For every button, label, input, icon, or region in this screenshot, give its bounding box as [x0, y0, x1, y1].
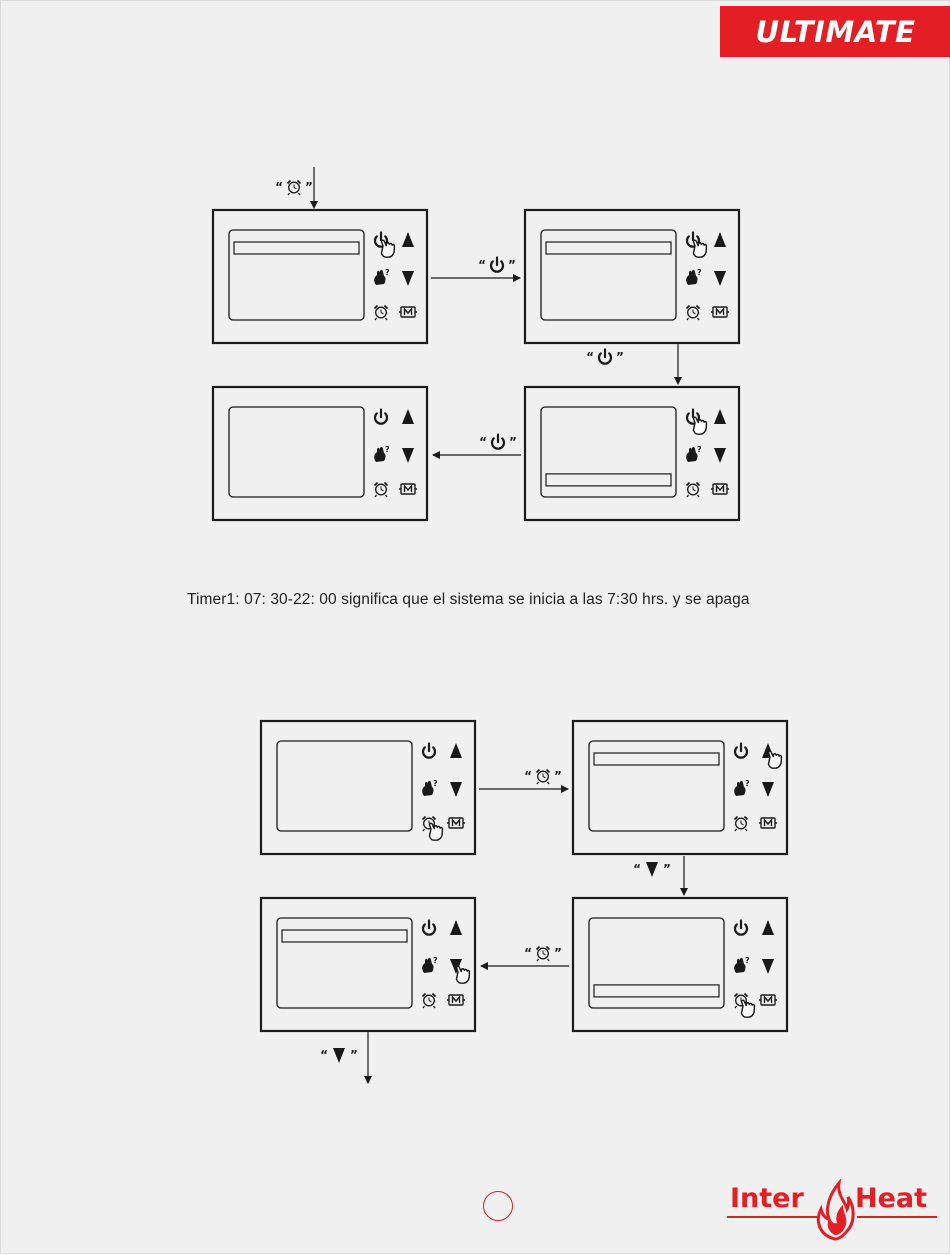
menu-m-icon — [759, 995, 777, 1005]
hand-flame-icon — [686, 268, 702, 285]
alarm-clock-icon — [288, 181, 301, 196]
hand-flame-icon — [374, 268, 390, 285]
pointing-hand-icon — [693, 417, 706, 434]
hand-flame-icon — [422, 779, 438, 796]
alarm-clock-icon — [537, 770, 550, 785]
interheat-logo — [725, 1179, 939, 1243]
menu-m-icon — [711, 484, 729, 494]
lcd-highlight-row — [546, 242, 671, 254]
hand-flame-icon — [734, 956, 750, 973]
power-icon — [599, 350, 611, 364]
pointing-hand-icon — [381, 240, 394, 257]
key-label-p1-p2 — [478, 258, 516, 273]
arrow-up-icon — [762, 743, 781, 768]
alarm-clock-icon — [375, 306, 388, 321]
arrow-down-icon — [714, 271, 726, 286]
svg-text:“: “ — [320, 1048, 328, 1062]
power-icon — [491, 258, 503, 272]
lcd-highlight-row — [282, 930, 407, 942]
alarm-clock-icon — [375, 483, 388, 498]
svg-text:“: “ — [633, 862, 641, 876]
arrow-up-icon — [402, 232, 414, 247]
lcd-screen — [589, 741, 724, 831]
lcd-screen — [277, 741, 412, 831]
power-icon — [423, 744, 435, 758]
svg-text:”: ” — [305, 180, 313, 194]
logo-word-heat: Heat — [855, 1183, 928, 1214]
lcd-highlight-row — [594, 753, 719, 765]
menu-m-icon — [399, 484, 417, 494]
menu-m-icon — [447, 995, 465, 1005]
arrow-up-icon — [450, 920, 462, 935]
power-icon — [687, 233, 706, 258]
svg-text:“: “ — [275, 180, 283, 194]
svg-text:”: ” — [508, 258, 516, 272]
svg-text:?: ? — [433, 956, 438, 965]
key-label-p2-p4 — [586, 350, 624, 365]
svg-text:“: “ — [478, 258, 486, 272]
arrow-down-icon — [450, 959, 469, 983]
controller-panel-p1 — [213, 210, 427, 343]
arrow-up-icon — [714, 409, 726, 424]
menu-m-icon — [711, 307, 729, 317]
svg-text:”: ” — [554, 946, 562, 960]
alarm-clock-icon — [537, 947, 550, 962]
controller-panel-p3 — [213, 387, 427, 520]
menu-m-icon — [399, 307, 417, 317]
alarm-clock-icon — [423, 994, 436, 1009]
svg-text:“: “ — [586, 350, 594, 364]
pointing-hand-icon — [429, 823, 442, 840]
power-icon — [375, 410, 387, 424]
pointing-hand-icon — [741, 1000, 754, 1017]
key-label-p4-p3 — [479, 435, 517, 450]
hand-flame-icon — [734, 779, 750, 796]
key-label-q2-q4 — [633, 862, 671, 877]
arrow-up-icon — [714, 232, 726, 247]
lcd-screen — [589, 918, 724, 1008]
lcd-screen — [277, 918, 412, 1008]
power-icon — [687, 410, 706, 435]
arrow-down-icon — [762, 782, 774, 797]
controller-panel-p2 — [525, 210, 739, 343]
svg-text:?: ? — [697, 268, 702, 277]
svg-text:?: ? — [385, 445, 390, 454]
key-label-q1-q2 — [524, 769, 562, 784]
arrow-down-icon — [762, 959, 774, 974]
key-label-q4-q3 — [524, 946, 562, 961]
alarm-clock-icon — [735, 817, 748, 832]
timer-caption: Timer1: 07: 30-22: 00 significa que el sistema se inicia a las 7:30 hrs. y se apaga — [187, 591, 750, 608]
alarm-clock-icon — [687, 306, 700, 321]
svg-text:“: “ — [479, 435, 487, 449]
logo-word-inter: Inter — [730, 1183, 804, 1214]
arrow-down-icon — [646, 862, 658, 877]
lcd-screen — [541, 407, 676, 497]
lcd-highlight-row — [234, 242, 359, 254]
controller-panel-q3 — [261, 898, 475, 1031]
power-icon — [735, 744, 747, 758]
power-icon — [375, 233, 394, 258]
arrow-up-icon — [450, 743, 462, 758]
svg-text:?: ? — [745, 956, 750, 965]
menu-m-icon — [759, 818, 777, 828]
lcd-highlight-row — [546, 474, 671, 486]
svg-text:”: ” — [616, 350, 624, 364]
entry-key-label — [275, 180, 313, 195]
svg-text:“: “ — [524, 946, 532, 960]
svg-text:”: ” — [663, 862, 671, 876]
alarm-clock-icon — [423, 817, 443, 841]
svg-text:“: “ — [524, 769, 532, 783]
lcd-screen — [541, 230, 676, 320]
menu-m-icon — [447, 818, 465, 828]
arrow-up-icon — [402, 409, 414, 424]
logo-rule-right — [857, 1216, 937, 1218]
brand-tab: ULTIMATE — [720, 6, 950, 57]
arrow-down-icon — [450, 782, 462, 797]
logo-rule-left — [727, 1216, 819, 1218]
power-icon — [492, 435, 504, 449]
controller-panel-q4 — [573, 898, 787, 1031]
power-icon — [735, 921, 747, 935]
svg-text:”: ” — [350, 1048, 358, 1062]
hand-flame-icon — [422, 956, 438, 973]
svg-text:?: ? — [385, 268, 390, 277]
lcd-highlight-row — [594, 985, 719, 997]
power-icon — [423, 921, 435, 935]
arrow-down-icon — [333, 1048, 345, 1063]
alarm-clock-icon — [687, 483, 700, 498]
exit-key-label — [320, 1048, 358, 1063]
alarm-clock-icon — [735, 994, 755, 1018]
hand-flame-icon — [374, 445, 390, 462]
hand-flame-icon — [686, 445, 702, 462]
pointing-hand-icon — [456, 966, 469, 983]
arrow-down-icon — [402, 448, 414, 463]
flow-diagram — [1, 1, 950, 1255]
arrow-down-icon — [714, 448, 726, 463]
controller-panel-q1 — [261, 721, 475, 854]
controller-panel-p4 — [525, 387, 739, 520]
lcd-screen — [229, 230, 364, 320]
svg-text:?: ? — [745, 779, 750, 788]
pointing-hand-icon — [693, 240, 706, 257]
svg-text:”: ” — [554, 769, 562, 783]
arrow-down-icon — [402, 271, 414, 286]
svg-text:”: ” — [509, 435, 517, 449]
flame-icon — [813, 1179, 857, 1241]
arrow-up-icon — [762, 920, 774, 935]
lcd-screen — [229, 407, 364, 497]
controller-panel-q2 — [573, 721, 787, 854]
svg-text:?: ? — [433, 779, 438, 788]
pointing-hand-icon — [768, 751, 781, 768]
svg-text:?: ? — [697, 445, 702, 454]
page-number-circle — [483, 1191, 513, 1221]
